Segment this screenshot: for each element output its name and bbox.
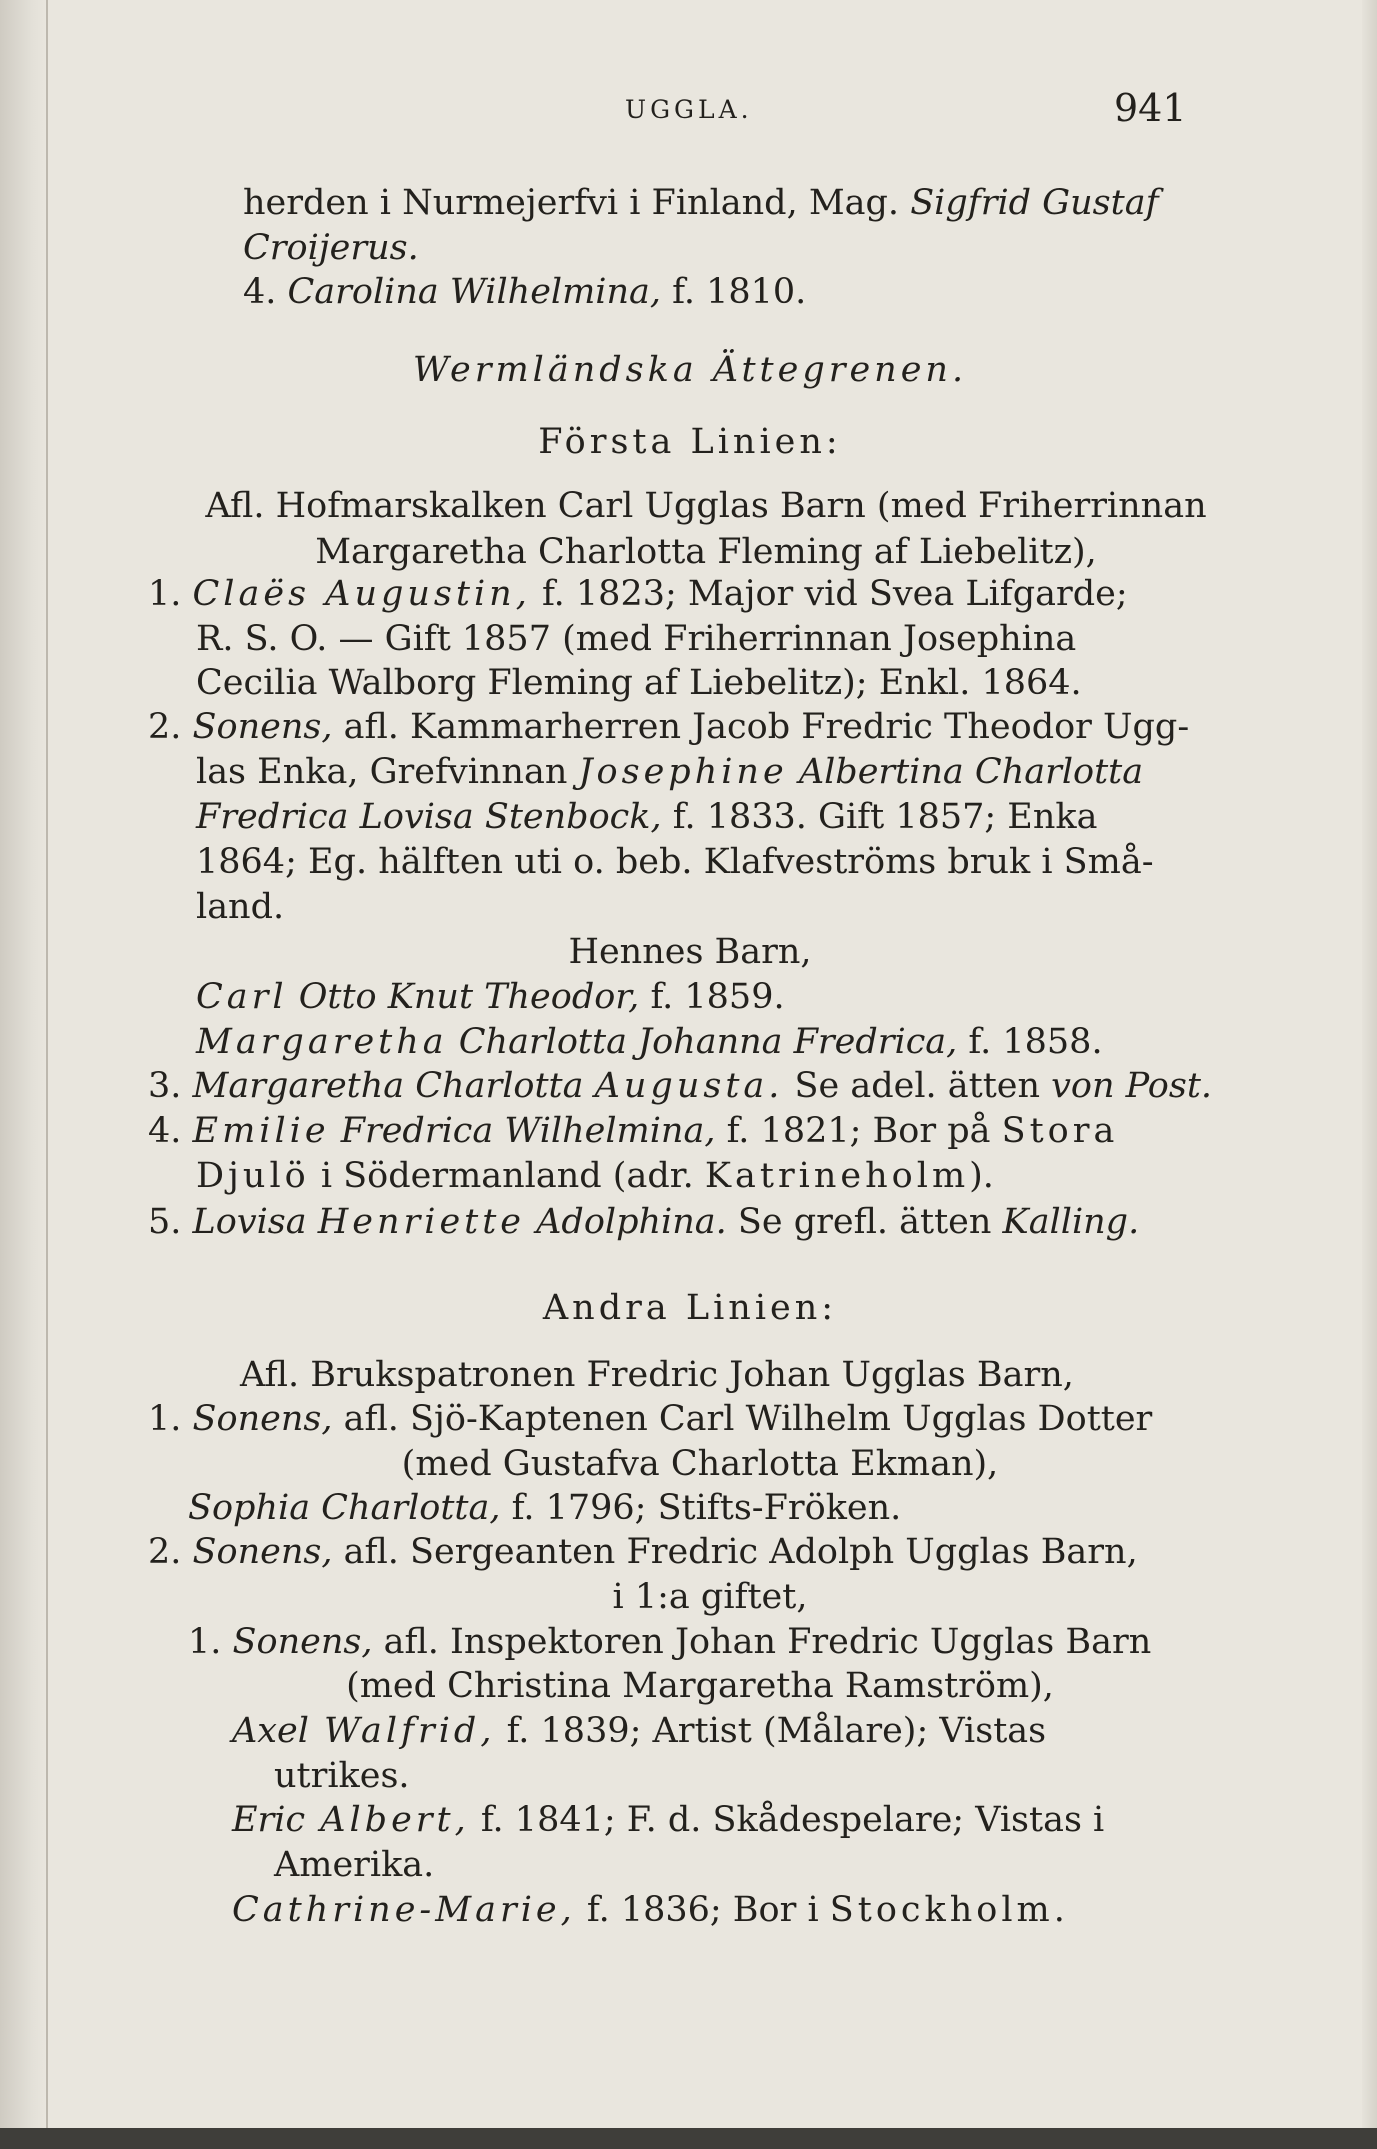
text-run: Katrineholm <box>704 1156 970 1196</box>
text-line <box>240 348 1140 392</box>
text-line <box>196 617 1231 661</box>
text-run: 5. <box>148 1202 193 1242</box>
text-line <box>240 930 1140 974</box>
text-run: Afl. Hofmarskalken Carl Ugglas Barn (med Friherrinnan <box>205 486 1207 526</box>
text-run: ). <box>969 1156 994 1196</box>
text-run: Kalling. <box>1002 1202 1140 1242</box>
page-number: 941 <box>1114 86 1187 130</box>
text-run: Se adel. ätten <box>783 1066 1052 1106</box>
text-run: Henriette <box>317 1202 526 1242</box>
page-binding-edge <box>0 0 48 2149</box>
text-line <box>232 1888 1232 1932</box>
text-run: Stockholm. <box>829 1890 1069 1930</box>
text-run: R. S. O. — Gift 1857 (med Friherrinnan Josephina <box>196 619 1077 659</box>
text-run: Claës Augustin, <box>192 574 531 614</box>
text-run: afl. Inspektoren Johan Fredric Ugglas Barn <box>372 1622 1152 1662</box>
text-line <box>243 270 1233 314</box>
text-line <box>148 1200 1228 1244</box>
scan-bottom-edge <box>0 2128 1377 2149</box>
text-run: Sonens, <box>192 1399 333 1439</box>
text-line <box>196 530 1216 574</box>
text-line <box>188 1620 1228 1664</box>
text-line <box>196 885 1231 929</box>
text-line <box>196 1020 1231 1064</box>
text-run: 1. <box>188 1622 233 1662</box>
text-run: land. <box>196 887 285 927</box>
text-run: Otto Knut Theodor, <box>287 977 640 1017</box>
text-run: f. 1796; Stifts-Fröken. <box>500 1488 902 1528</box>
text-run: Eric <box>232 1800 306 1840</box>
text-run: las Enka, Grefvinnan <box>196 752 579 792</box>
text-run: Amerika. <box>274 1845 435 1885</box>
text-line <box>148 1397 1228 1441</box>
text-run: afl. Kammarherren Jacob Fredric Theodor Ugg- <box>332 707 1190 747</box>
text-run: Adolphina. <box>525 1202 727 1242</box>
text-run: Cathrine-Marie, <box>232 1890 576 1930</box>
text-run: Margaretha <box>196 1022 448 1062</box>
text-line <box>274 1843 1234 1887</box>
text-line <box>148 1530 1228 1574</box>
text-run: herden i Nurmejerfvi i Finland, Mag. <box>243 183 911 223</box>
text-run: f. 1823; Major vid Svea Lifgarde; <box>530 574 1128 614</box>
page-right-edge <box>1362 0 1377 2149</box>
text-line <box>300 1575 1120 1619</box>
text-line <box>148 1109 1228 1153</box>
text-line <box>148 1064 1228 1108</box>
text-run: Sigfrid Gustaf <box>910 183 1159 223</box>
text-run: Albertina Charlotta <box>787 752 1144 792</box>
text-run: Albert, <box>305 1800 470 1840</box>
text-run: afl. Sergeanten Fredric Adolph Ugglas Barn, <box>332 1532 1138 1572</box>
text-run: 1864; Eg. hälften uti o. beb. Klafveströms bruk i Små- <box>196 842 1154 882</box>
text-run: utrikes. <box>274 1756 410 1796</box>
text-run: Sonens, <box>192 1532 333 1572</box>
text-run: Charlotta Johanna Fredrica, <box>447 1022 958 1062</box>
text-run: 2. <box>148 707 193 747</box>
text-run: Wermländska Ättegrenen. <box>412 350 968 390</box>
text-line <box>188 1486 1228 1530</box>
text-run: Första Linien: <box>538 422 842 462</box>
text-line <box>196 661 1231 705</box>
text-line <box>232 1709 1232 1753</box>
text-line <box>148 572 1228 616</box>
text-run: i Södermanland (adr. <box>309 1156 705 1196</box>
text-run: Carl <box>196 977 288 1017</box>
text-line <box>196 795 1231 839</box>
text-run: 4. <box>243 272 288 312</box>
text-line <box>232 1798 1232 1842</box>
text-line <box>240 1286 1140 1330</box>
text-run: Lovisa <box>192 1202 318 1242</box>
text-run: Cecilia Walborg Fleming af Liebelitz); Enkl. 1864. <box>196 663 1082 703</box>
text-run: f. 1841; F. d. Skådespelare; Vistas i <box>469 1800 1105 1840</box>
text-run: (med Christina Margaretha Ramström), <box>346 1666 1054 1706</box>
text-run: Croijerus. <box>243 228 419 268</box>
text-line <box>196 1154 1231 1198</box>
text-run: Afl. Brukspatronen Fredric Johan Ugglas Barn, <box>240 1355 1074 1395</box>
text-run: Fredrica Wilhelmina, <box>329 1111 716 1151</box>
text-run: 1. <box>148 1399 193 1439</box>
text-line <box>196 975 1231 1019</box>
text-run: f. 1839; Artist (Målare); Vistas <box>495 1711 1047 1751</box>
text-run: Djulö <box>196 1156 310 1196</box>
text-line <box>240 1353 1240 1397</box>
text-line <box>274 1754 1234 1798</box>
running-head: UGGLA. <box>625 95 753 124</box>
text-run: f. 1821; Bor på <box>715 1111 1002 1151</box>
text-run: Axel <box>232 1711 309 1751</box>
text-run: Sonens, <box>192 707 333 747</box>
text-run: Stora <box>1001 1111 1119 1151</box>
text-run: f. 1858. <box>957 1022 1103 1062</box>
text-run: i 1:a giftet, <box>612 1577 808 1617</box>
text-run: (med Gustafva Charlotta Ekman), <box>401 1444 999 1484</box>
text-line <box>196 750 1231 794</box>
text-line <box>240 1664 1160 1708</box>
text-run: Walfrid, <box>308 1711 496 1751</box>
text-line <box>243 181 1233 225</box>
text-line <box>240 1442 1160 1486</box>
text-run: Margaretha Charlotta <box>192 1066 595 1106</box>
text-run: f. 1810. <box>661 272 807 312</box>
text-run: f. 1836; Bor i <box>575 1890 830 1930</box>
text-run: 4. <box>148 1111 193 1151</box>
text-run: Augusta. <box>594 1066 784 1106</box>
text-line <box>243 226 1233 270</box>
text-run: Josephine <box>578 752 788 792</box>
text-run: Fredrica Lovisa Stenbock, <box>196 797 662 837</box>
text-line <box>240 420 1140 464</box>
text-run: 1. <box>148 574 193 614</box>
text-run: 3. <box>148 1066 193 1106</box>
text-line <box>196 840 1231 884</box>
text-run: Sonens, <box>232 1622 373 1662</box>
text-run: Andra Linien: <box>542 1288 838 1328</box>
text-run: f. 1859. <box>639 977 785 1017</box>
text-run: afl. Sjö-Kaptenen Carl Wilhelm Ugglas Dotter <box>332 1399 1153 1439</box>
text-run: f. 1833. Gift 1857; Enka <box>661 797 1098 837</box>
text-line <box>196 484 1216 528</box>
text-run: Emilie <box>192 1111 330 1151</box>
text-run: Carolina Wilhelmina, <box>287 272 662 312</box>
text-run: Sophia Charlotta, <box>188 1488 501 1528</box>
text-line <box>148 705 1228 749</box>
text-run: Se grefl. ätten <box>726 1202 1003 1242</box>
text-run: von Post. <box>1051 1066 1213 1106</box>
text-run: Margaretha Charlotta Fleming af Liebelitz), <box>315 532 1097 572</box>
text-run: Hennes Barn, <box>568 932 812 972</box>
text-run: 2. <box>148 1532 193 1572</box>
